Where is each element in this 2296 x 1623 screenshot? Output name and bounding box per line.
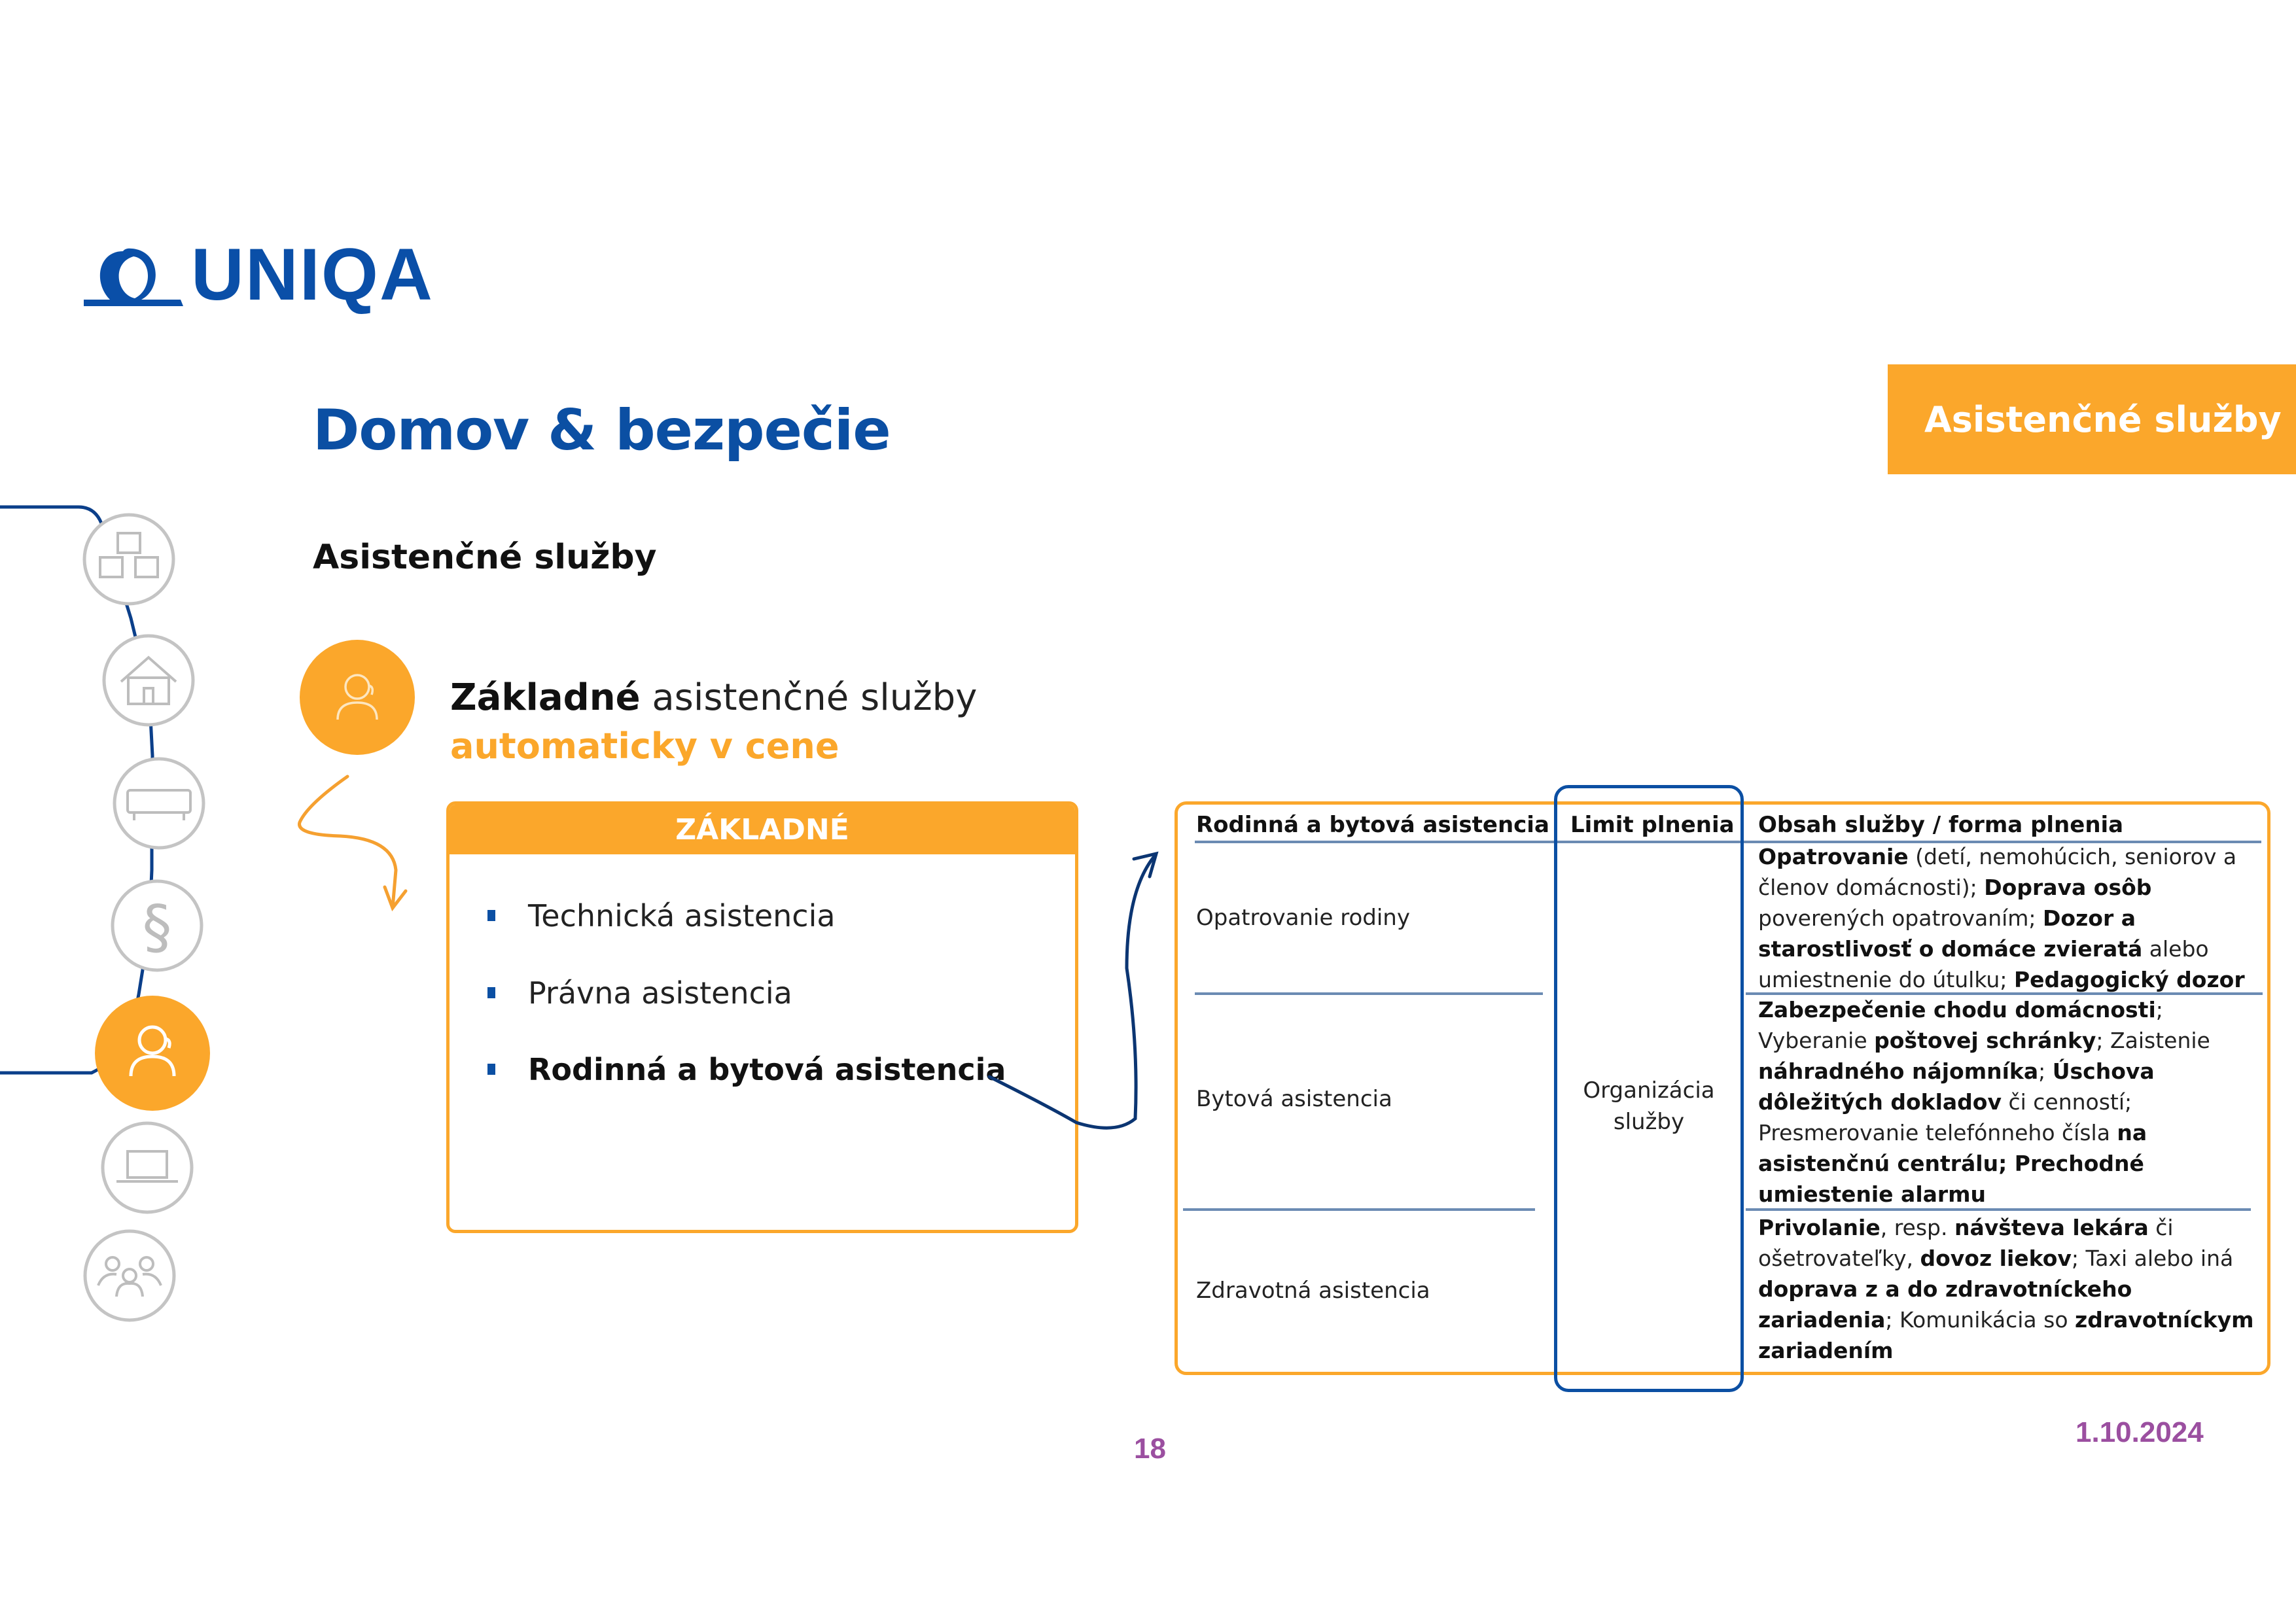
page-number: 18 (1134, 1433, 1166, 1465)
content-segment: dovoz liekov (1920, 1246, 2072, 1271)
page-title: Domov & bezpečie (313, 398, 891, 463)
content-segment: náhradného nájomníka (1758, 1058, 2039, 1084)
table-row-content (1758, 994, 2262, 1210)
brand-name: UNIQA (191, 234, 434, 315)
row-divider (1195, 992, 1543, 995)
content-segment: návšteva lekára (1954, 1215, 2149, 1240)
content-segment: poverených opatrovaním; (1758, 905, 2043, 931)
basic-package-item-label: Technická asistencia (528, 898, 836, 934)
basic-package-item (487, 896, 836, 935)
headset-person-icon (300, 640, 415, 755)
table-row-content (1758, 1212, 2262, 1366)
nav-item-assistance[interactable] (95, 996, 210, 1111)
content-segment: či cenností; Presmerovanie telefónneho čísla (1758, 1089, 2132, 1145)
hero-icon-circle (300, 640, 415, 755)
table-row-content (1758, 841, 2262, 995)
content-segment: Úschova dôležitých dokladov (1758, 1058, 2155, 1115)
content-segment: na asistenčnú centrálu; Prechodné umiestenie alarmu (1758, 1120, 2147, 1207)
content-segment: ; Taxi alebo iná (2071, 1246, 2234, 1271)
basic-package-item-label: Rodinná a bytová asistencia (528, 1052, 1006, 1087)
content-segment: alebo umiestnenie do útulku; (1758, 936, 2209, 992)
nav-item-property[interactable] (84, 515, 173, 604)
table-row-label: Zdravotná asistencia (1196, 1278, 1430, 1304)
page-date: 1.10.2024 (2075, 1416, 2204, 1448)
table-header-limit: Limit plnenia (1570, 812, 1735, 838)
content-segment: ; (2038, 1058, 2053, 1084)
limit-value-line2: služby (1613, 1109, 1685, 1135)
nav-item-family[interactable] (85, 1231, 174, 1320)
row-divider (1183, 1208, 1535, 1211)
content-segment: , resp. (1880, 1215, 1954, 1240)
basic-package-header: ZÁKLADNÉ (450, 805, 1075, 854)
hero-heading-bold: Základné (450, 676, 641, 719)
nav-item-furniture[interactable] (115, 759, 203, 848)
side-navigation (0, 497, 236, 1348)
hero-heading-rest: asistenčné služby (640, 676, 978, 719)
content-segment: doprava z a do zdravotníckeho zariadenia (1758, 1276, 2132, 1333)
section-subtitle: Asistenčné služby (313, 538, 657, 577)
section-tag (1888, 364, 2296, 474)
content-segment: poštovej schránky (1874, 1028, 2096, 1053)
table-row-label: Bytová asistencia (1196, 1086, 1392, 1112)
content-segment: Privolanie (1758, 1215, 1881, 1240)
basic-package-item-label: Právna asistencia (528, 975, 792, 1011)
content-segment: Dozor a starostlivosť o domáce zvieratá (1758, 905, 2143, 962)
section-tag-label: Asistenčné služby (1924, 398, 2282, 440)
basic-package-item (487, 973, 792, 1013)
basic-package-item (487, 1050, 1006, 1089)
content-segment: zdravotníckym zariadením (1758, 1307, 2254, 1363)
orange-arrow-icon (300, 777, 406, 908)
bullet-icon (487, 1064, 495, 1075)
content-segment: ; Komunikácia so (1885, 1307, 2075, 1333)
content-segment: Zabezpečenie chodu domácnosti (1758, 997, 2156, 1022)
nav-item-home[interactable] (104, 636, 193, 725)
content-segment: Doprava osôb (1984, 875, 2152, 900)
content-segment: ; Vyberanie (1758, 997, 2163, 1053)
paragraph-icon: § (142, 893, 172, 962)
content-segment: či ošetrovateľky, (1758, 1215, 2174, 1271)
content-segment: Pedagogický dozor (2013, 967, 2245, 992)
bullet-icon (487, 910, 495, 921)
nav-item-legal[interactable] (113, 881, 202, 970)
bullet-icon (487, 987, 495, 998)
content-segment: (detí, nemohúcich, seniorov a členov domácnosti); (1758, 844, 2237, 900)
table-header-content: Obsah služby / forma plnenia (1758, 812, 2124, 838)
basic-package-box (446, 801, 1078, 1233)
table-header-service: Rodinná a bytová asistencia (1196, 812, 1549, 838)
limit-value (1557, 1075, 1740, 1138)
content-segment: Opatrovanie (1758, 844, 1909, 869)
table-row-label: Opatrovanie rodiny (1196, 905, 1410, 931)
nav-item-digital[interactable] (103, 1123, 192, 1212)
content-segment: ; Zaistenie (2096, 1028, 2210, 1053)
hero-highlight: automaticky v cene (450, 725, 839, 767)
limit-value-line1: Organizácia (1583, 1077, 1715, 1104)
